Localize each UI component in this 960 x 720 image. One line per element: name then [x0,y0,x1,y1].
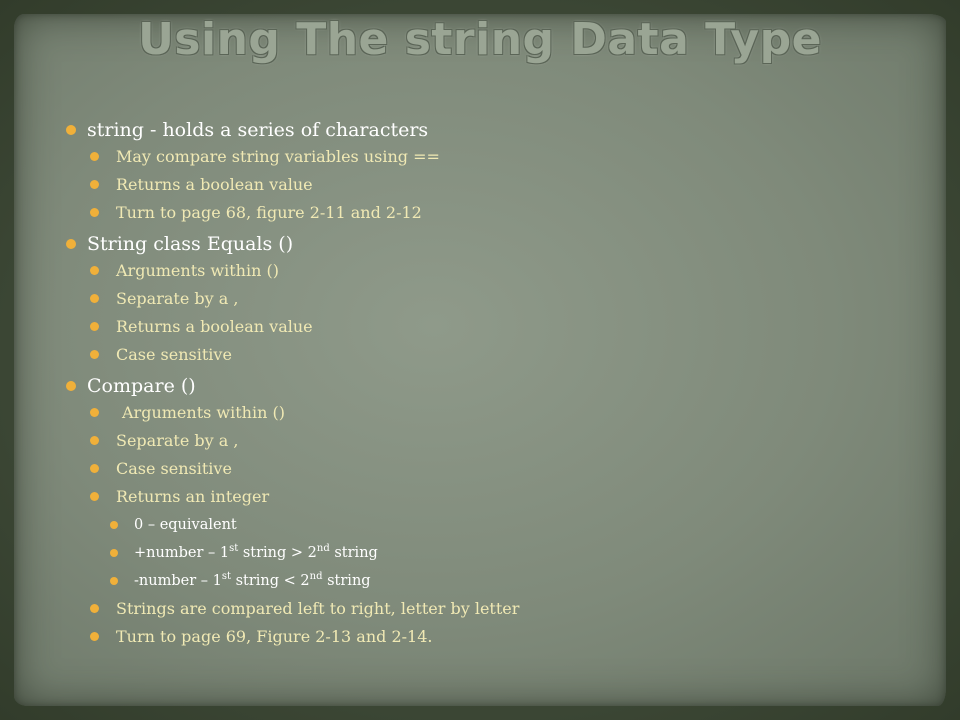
bullet-dot-icon [66,381,76,391]
sub-list [103,257,926,369]
sub-bullet [103,171,926,199]
sub-bullet [103,623,926,651]
bullet-list [66,117,926,651]
bullet-dot-icon [90,408,99,417]
sub-bullet [103,483,926,511]
sub-bullet [103,455,926,483]
bullet-text: Returns a boolean value [116,317,313,336]
bullet-dot-icon [90,464,99,473]
bullet-dot-icon [66,239,76,249]
bullet-text: String class Equals () [87,233,294,255]
bullet-dot-icon [90,180,99,189]
integer-result-item [123,511,926,539]
bullet-dot-icon [90,152,99,161]
bullet-dot-icon [110,577,118,585]
bullet-text: Separate by a , [116,289,239,308]
bullet-dot-icon [90,266,99,275]
sub-bullet [103,399,926,427]
bullet-text: Turn to page 69, Figure 2-13 and 2-14. [116,627,433,646]
bullet-text: Returns a boolean value [116,175,313,194]
bullet-compare [66,373,926,399]
bullet-text: Returns an integer [116,487,270,506]
bullet-text: -number – 1st string < 2nd string [134,571,371,589]
bullet-text: string - holds a series of characters [87,119,429,141]
sub-list [103,143,926,227]
bullet-dot-icon [66,125,76,135]
bullet-text: Compare () [87,375,196,397]
integer-result-item [123,539,926,567]
slide-body [66,114,926,651]
bullet-dot-icon [90,632,99,641]
integer-result-item [123,567,926,595]
bullet-dot-icon [90,604,99,613]
bullet-dot-icon [110,549,118,557]
sub-list [103,399,926,651]
sub-bullet [103,143,926,171]
sub-sub-list [123,511,926,595]
bullet-dot-icon [90,208,99,217]
bullet-equals [66,231,926,257]
bullet-dot-icon [90,436,99,445]
bullet-string-definition [66,117,926,143]
bullet-dot-icon [90,294,99,303]
sub-bullet [103,313,926,341]
bullet-dot-icon [110,521,118,529]
bullet-dot-icon [90,350,99,359]
bullet-text: Arguments within () [122,403,285,422]
bullet-text: Arguments within () [116,261,279,280]
sub-bullet [103,427,926,455]
bullet-dot-icon [90,492,99,501]
bullet-text: Separate by a , [116,431,239,450]
bullet-text: Case sensitive [116,459,232,478]
bullet-text: May compare string variables using == [116,147,440,166]
sub-bullet [103,199,926,227]
bullet-text: +number – 1st string > 2nd string [134,543,378,561]
bullet-text: 0 – equivalent [134,517,237,533]
slide-title: Using The string Data Type [138,14,822,65]
sub-bullet [103,595,926,623]
sub-bullet [103,341,926,369]
bullet-text: Turn to page 68, figure 2-11 and 2-12 [116,203,422,222]
bullet-text: Case sensitive [116,345,232,364]
sub-bullet [103,285,926,313]
sub-bullet [103,257,926,285]
bullet-text: Strings are compared left to right, letter by letter [116,599,520,618]
bullet-dot-icon [90,322,99,331]
